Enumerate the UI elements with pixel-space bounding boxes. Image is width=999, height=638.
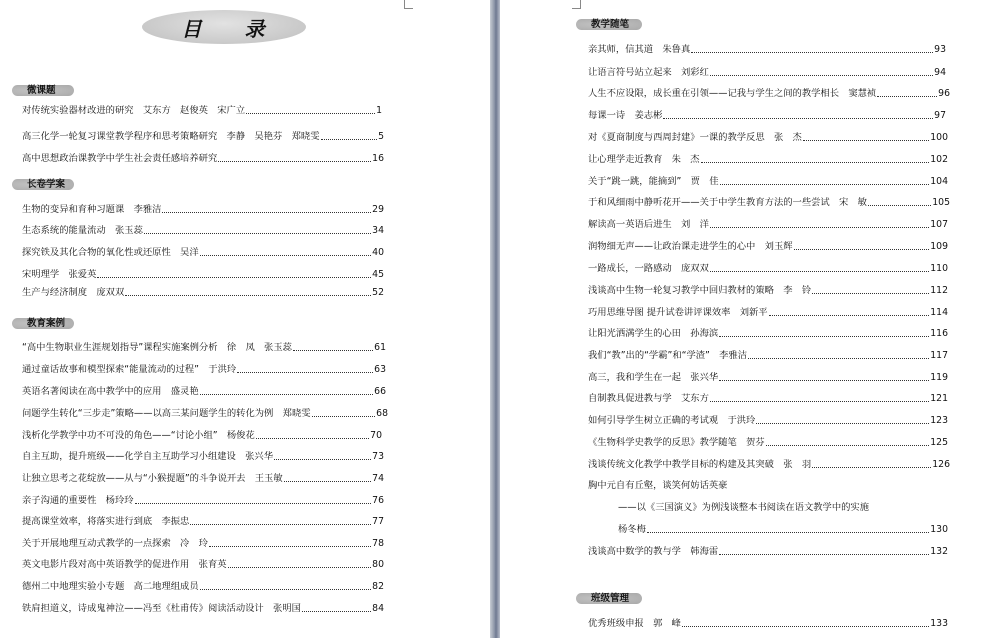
toc-leader-dots [144, 233, 371, 234]
toc-entry[interactable] [588, 458, 950, 472]
toc-entry-title: 于和风细雨中静听花开——关于中学生教育方法的一些尝试 宋 敏 [588, 197, 867, 208]
toc-entry-page: 94 [934, 67, 946, 78]
page-corner-mark [404, 0, 413, 9]
page-gutter [490, 0, 500, 638]
section-heading: 班级管理 [576, 593, 642, 604]
toc-entry-page: 29 [372, 204, 384, 215]
toc-entry-page: 121 [930, 393, 948, 404]
toc-entry-page: 63 [374, 364, 386, 375]
toc-leader-dots [710, 75, 933, 76]
toc-entry-page: 126 [932, 459, 950, 470]
toc-entry[interactable] [22, 429, 382, 443]
toc-entry-title: 人生不应设限，成长重在引领——记我与学生之间的教学相长 窦慧祯 [588, 88, 877, 99]
toc-entry-title: 生产与经济制度 庞双双 [22, 287, 125, 298]
section-heading: 微课题 [12, 85, 74, 96]
toc-entry[interactable] [588, 392, 948, 406]
toc-leader-dots [237, 372, 373, 373]
toc-entry[interactable] [22, 246, 384, 260]
toc-entry[interactable] [22, 152, 384, 166]
toc-entry-title: 关于“跳一跳，能摘到” 贾 佳 [588, 176, 719, 187]
toc-entry[interactable] [588, 349, 948, 363]
toc-leader-dots [293, 350, 373, 351]
right-page [500, 0, 999, 638]
toc-entry[interactable] [588, 414, 948, 428]
toc-entry-title: 一路成长，一路感动 庞双双 [588, 263, 709, 274]
toc-entry[interactable] [22, 203, 384, 217]
toc-entry-title: 优秀班级申报 郭 峰 [588, 618, 681, 629]
toc-entry-title: 《生物科学史教学的反思》教学随笔 贺芬 [588, 437, 765, 448]
toc-leader-dots [200, 394, 374, 395]
toc-leader-dots [663, 118, 933, 119]
toc-entry[interactable] [22, 341, 386, 355]
toc-entry-page: 112 [930, 285, 948, 296]
toc-entry-page: 68 [376, 408, 388, 419]
toc-entry-title: “高中生物职业生涯规划指导”课程实施案例分析 徐 凤 张玉蕊 [22, 342, 292, 353]
toc-entry-title: 高三，我和学生在一起 张兴华 [588, 372, 719, 383]
toc-entry[interactable] [22, 224, 384, 238]
toc-entry-page: 109 [930, 241, 948, 252]
toc-entry-title: 浅谈高中生物一轮复习教学中回归教材的策略 李 铃 [588, 285, 812, 296]
toc-entry-page: 110 [930, 263, 948, 274]
toc-leader-dots [719, 336, 929, 337]
toc-entry-title: 如何引导学生树立正确的考试观 于洪玲 [588, 415, 756, 426]
toc-leader-dots [682, 626, 929, 627]
toc-entry-page: 74 [372, 473, 384, 484]
toc-leader-dots [228, 567, 372, 568]
toc-leader-dots [284, 481, 372, 482]
toc-leader-dots [812, 467, 931, 468]
toc-entry[interactable] [22, 472, 384, 486]
toc-entry[interactable] [588, 306, 948, 320]
toc-title: 目 录 [142, 10, 306, 44]
toc-entry-title: 解读高一英语后进生 刘 洋 [588, 219, 709, 230]
toc-entry[interactable] [588, 371, 948, 385]
toc-leader-dots [756, 423, 929, 424]
toc-leader-dots [321, 139, 378, 140]
toc-entry-title: 让阳光洒满学生的心田 孙海滨 [588, 328, 719, 339]
toc-entry-title: 高三化学一轮复习课堂教学程序和思考策略研究 李静 吴艳芬 郑晓雯 [22, 131, 320, 142]
toc-entry-page: 52 [372, 287, 384, 298]
toc-leader-dots [162, 212, 371, 213]
toc-leader-dots [218, 161, 371, 162]
toc-entry-page: 102 [930, 154, 948, 165]
toc-leader-dots [701, 162, 930, 163]
toc-entry-title: 巧用思维导图 提升试卷讲评课效率 刘新平 [588, 307, 768, 318]
toc-entry[interactable] [588, 131, 948, 145]
toc-entry[interactable] [22, 494, 384, 508]
toc-entry-page: 116 [930, 328, 948, 339]
toc-leader-dots [868, 205, 931, 206]
toc-entry[interactable] [22, 602, 384, 616]
toc-entry-title: 自主互助，提升班级——化学自主互助学习小组建设 张兴华 [22, 451, 274, 462]
toc-entry-page: 45 [372, 269, 384, 280]
toc-entry-page: 105 [932, 197, 950, 208]
toc-entry[interactable] [588, 617, 948, 631]
toc-entry-page: 40 [372, 247, 384, 258]
toc-entry[interactable] [22, 104, 382, 118]
toc-entry-title: 关于开展地理互动式教学的一点探索 冷 玲 [22, 538, 208, 549]
toc-entry[interactable] [22, 363, 386, 377]
toc-entry-title: 生态系统的能量流动 张玉蕊 [22, 225, 143, 236]
section-heading: 长卷学案 [12, 179, 74, 190]
toc-entry[interactable] [588, 109, 946, 123]
toc-leader-dots [812, 293, 929, 294]
toc-entry[interactable] [22, 515, 384, 529]
toc-entry-title: 德州二中地理实验小专题 高二地理组成员 [22, 581, 199, 592]
toc-entry-title: 亲其师，信其道 朱鲁真 [588, 44, 691, 55]
toc-entry-title: 通过童话故事和模型探索“能量流动的过程” 于洪玲 [22, 364, 237, 375]
toc-entry-page: 93 [934, 44, 946, 55]
toc-entry-title: 提高课堂效率，将落实进行到底 李振忠 [22, 516, 190, 527]
toc-entry[interactable] [588, 545, 948, 559]
toc-leader-dots [710, 227, 929, 228]
toc-entry-page: 104 [930, 176, 948, 187]
toc-entry-page: 97 [934, 110, 946, 121]
toc-leader-dots [710, 271, 929, 272]
toc-entry-page: 125 [930, 437, 948, 448]
toc-entry[interactable] [588, 153, 948, 167]
section-heading: 教育案例 [12, 318, 74, 329]
toc-entry-page: 61 [374, 342, 386, 353]
toc-entry-title: 铁肩担道义，诗成鬼神泣——冯至《杜甫传》阅读活动设计 张明国 [22, 603, 301, 614]
toc-leader-dots [691, 52, 933, 53]
toc-entry-title: 探究铁及其化合物的氧化性或还原性 吴洋 [22, 247, 199, 258]
toc-leader-dots [720, 184, 930, 185]
toc-entry-page: 130 [930, 524, 948, 535]
toc-entry-page: 34 [372, 225, 384, 236]
toc-entry-page: 66 [374, 386, 386, 397]
toc-entry-title: 每课一诗 姜志彬 [588, 110, 663, 121]
toc-entry-page: 73 [372, 451, 384, 462]
toc-leader-dots [647, 532, 929, 533]
toc-entry[interactable] [22, 130, 384, 144]
toc-entry-page: 16 [372, 153, 384, 164]
toc-leader-dots [769, 315, 930, 316]
toc-entry-title: 问题学生转化“三步走”策略——以高三某问题学生的转化为例 郑晓雯 [22, 408, 311, 419]
toc-entry-page: 77 [372, 516, 384, 527]
toc-entry-page: 78 [372, 538, 384, 549]
toc-entry-page: 84 [372, 603, 384, 614]
toc-entry[interactable] [22, 407, 388, 421]
toc-entry-page: 119 [930, 372, 948, 383]
toc-entry[interactable] [588, 479, 948, 493]
toc-entry[interactable] [588, 43, 946, 57]
toc-entry[interactable] [22, 450, 384, 464]
toc-entry[interactable] [588, 87, 950, 101]
toc-leader-dots [312, 416, 376, 417]
toc-entry[interactable] [22, 286, 384, 300]
toc-entry[interactable] [588, 175, 948, 189]
toc-entry[interactable] [588, 327, 948, 341]
toc-entry-page: 123 [930, 415, 948, 426]
toc-leader-dots [794, 249, 930, 250]
toc-entry[interactable] [618, 523, 948, 537]
toc-entry-page: 132 [930, 546, 948, 557]
toc-entry[interactable] [22, 385, 386, 399]
toc-entry-title: 英文电影片段对高中英语教学的促进作用 张育英 [22, 559, 227, 570]
toc-entry-page: 70 [370, 430, 382, 441]
toc-entry-page: 1 [376, 105, 382, 116]
toc-leader-dots [748, 358, 929, 359]
toc-entry-title: 高中思想政治课教学中学生社会责任感培养研究 [22, 153, 218, 164]
toc-entry-page: 82 [372, 581, 384, 592]
toc-entry-title: 浅谈传统文化教学中教学目标的构建及其突破 张 羽 [588, 459, 812, 470]
toc-entry-page: 100 [930, 132, 948, 143]
toc-leader-dots [719, 380, 929, 381]
toc-entry-title: 生物的变异和育种习题课 李雅洁 [22, 204, 162, 215]
toc-entry-title: 宋明理学 张爱英 [22, 269, 97, 280]
toc-entry-title: ——以《三国演义》为例浅谈整本书阅读在语文教学中的实施 [618, 502, 870, 513]
toc-entry-title: 对《夏商制度与西周封建》一课的教学反思 张 杰 [588, 132, 802, 143]
toc-entry-title: 让独立思考之花绽放——从与“小猴提题”的斗争说开去 王玉敏 [22, 473, 283, 484]
toc-entry-title: 对传统实验器材改进的研究 艾东方 赵俊英 宋广立 [22, 105, 246, 116]
toc-entry-page: 107 [930, 219, 948, 230]
toc-leader-dots [766, 445, 930, 446]
toc-leader-dots [246, 113, 375, 114]
toc-entry-title: 润物细无声——让政治课走进学生的心中 刘玉辉 [588, 241, 793, 252]
toc-entry[interactable] [22, 580, 384, 594]
toc-leader-dots [97, 277, 371, 278]
toc-leader-dots [125, 295, 371, 296]
toc-leader-dots [302, 611, 371, 612]
toc-entry-page: 5 [378, 131, 384, 142]
toc-entry[interactable] [22, 268, 384, 282]
toc-entry-page: 96 [938, 88, 950, 99]
toc-entry[interactable] [588, 262, 948, 276]
toc-entry[interactable] [588, 196, 950, 210]
toc-entry[interactable] [22, 558, 384, 572]
toc-entry-title: 胸中元自有丘壑，谈笑何妨话英豪 [588, 480, 728, 491]
toc-entry-page: 114 [930, 307, 948, 318]
page-corner-mark [572, 0, 581, 9]
toc-entry-title: 杨冬梅 [618, 524, 646, 535]
toc-entry-page: 76 [372, 495, 384, 506]
toc-leader-dots [719, 554, 929, 555]
toc-leader-dots [256, 438, 369, 439]
toc-leader-dots [803, 140, 929, 141]
toc-entry[interactable] [588, 436, 948, 450]
toc-leader-dots [274, 459, 371, 460]
toc-entry-title: 亲子沟通的重要性 杨玲玲 [22, 495, 134, 506]
toc-leader-dots [200, 589, 372, 590]
toc-entry-title: 英语名著阅读在高中教学中的应用 盛灵艳 [22, 386, 199, 397]
toc-leader-dots [190, 524, 371, 525]
toc-entry-page: 80 [372, 559, 384, 570]
toc-leader-dots [877, 96, 937, 97]
toc-leader-dots [135, 503, 372, 504]
toc-entry-page: 117 [930, 350, 948, 361]
toc-entry[interactable] [588, 218, 948, 232]
toc-entry[interactable] [588, 284, 948, 298]
toc-entry-title: 让语言符号站立起来 刘彩红 [588, 67, 709, 78]
toc-leader-dots [200, 255, 372, 256]
toc-entry-title: 我们“教”出的“学霸”和“学渣” 李雅洁 [588, 350, 748, 361]
toc-leader-dots [209, 546, 371, 547]
toc-entry[interactable] [588, 240, 948, 254]
toc-entry-title: 浅谈高中数学的教与学 韩海雷 [588, 546, 719, 557]
toc-entry[interactable] [588, 66, 946, 80]
toc-entry-title: 浅析化学教学中功不可没的角色——“讨论小组” 杨俊花 [22, 430, 255, 441]
toc-entry-page: 133 [930, 618, 948, 629]
section-heading: 教学随笔 [576, 19, 642, 30]
toc-entry[interactable] [22, 537, 384, 551]
toc-entry[interactable] [618, 501, 948, 515]
toc-leader-dots [710, 401, 929, 402]
toc-entry-title: 自制教具促进教与学 艾东方 [588, 393, 709, 404]
toc-entry-title: 让心理学走近教育 朱 杰 [588, 154, 700, 165]
left-page [0, 0, 490, 638]
